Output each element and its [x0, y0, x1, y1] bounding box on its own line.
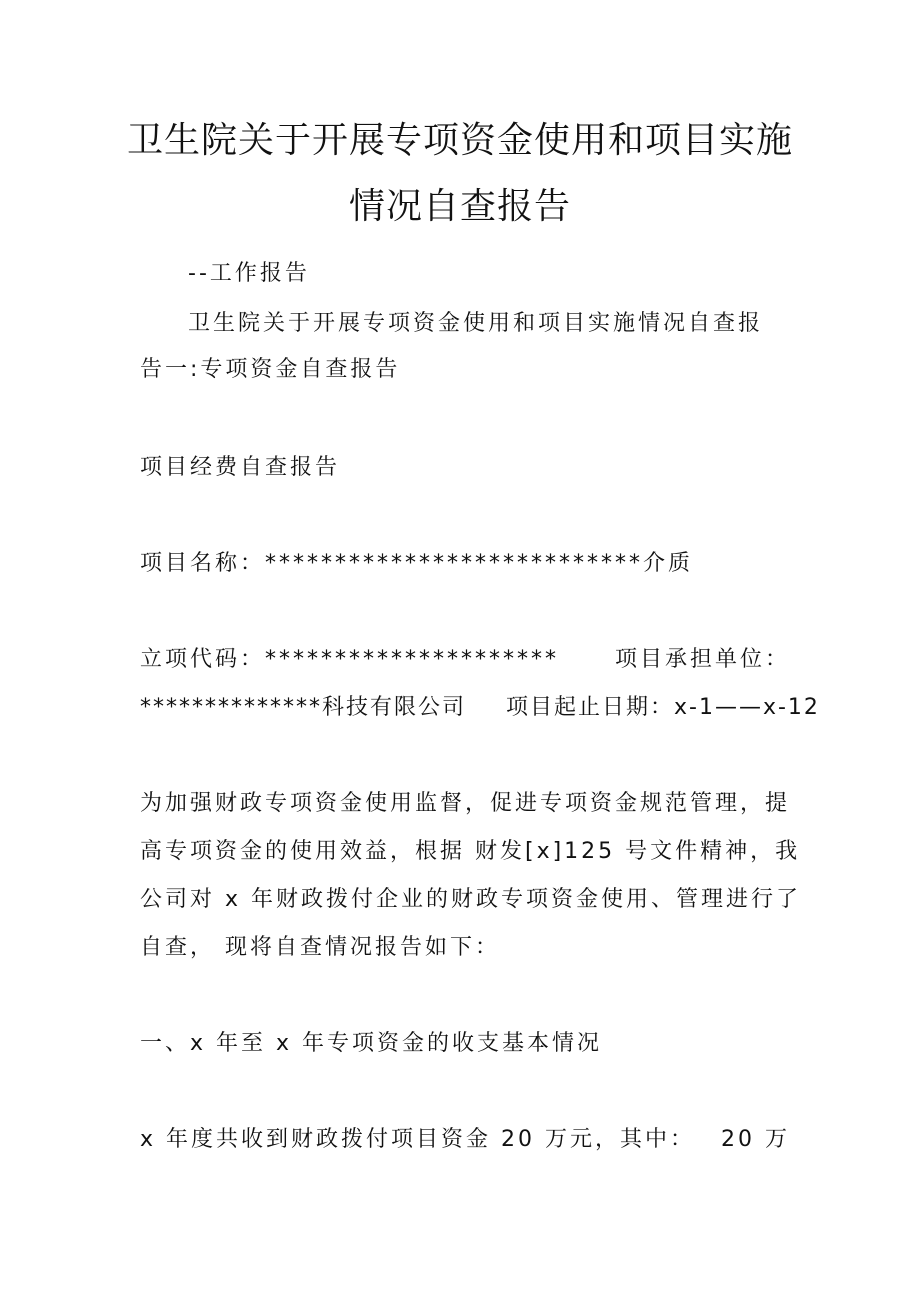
paragraph-2-right: 20 万 — [721, 1127, 790, 1152]
project-unit-value: **************科技有限公司 — [140, 695, 467, 720]
project-dates: 项目起止日期：x-1——x-12 — [506, 695, 820, 720]
intro-line-1: 卫生院关于开展专项资金使用和项目实施情况自查报 — [188, 311, 764, 336]
document-title-line-1: 卫生院关于开展专项资金使用和项目实施 — [126, 120, 793, 161]
project-code-line — [140, 642, 790, 673]
project-unit-label: 项目承担单位： — [614, 647, 790, 672]
document-subtitle: --工作报告 — [188, 261, 310, 286]
paragraph-1-line-3: 公司对 x 年财政拨付企业的财政专项资金使用、管理进行了 — [140, 887, 802, 912]
paragraph-1-line-2: 高专项资金的使用效益，根据 财发[x]125 号文件精神，我 — [140, 839, 801, 864]
heading-project-fee: 项目经费自查报告 — [140, 455, 341, 480]
project-code: 立项代码：********************* — [140, 647, 560, 672]
section-1-heading: 一、x 年至 x 年专项资金的收支基本情况 — [140, 1031, 603, 1056]
paragraph-2-line-1 — [140, 1122, 790, 1153]
paragraph-1-line-1: 为加强财政专项资金使用监督，促进专项资金规范管理，提 — [140, 791, 791, 816]
document-title-line-2: 情况自查报告 — [348, 186, 571, 227]
intro-line-2: 告一:专项资金自查报告 — [140, 357, 401, 382]
project-name-line: 项目名称：***************************介质 — [140, 551, 694, 576]
project-unit-line — [140, 690, 820, 721]
paragraph-2-left: x 年度共收到财政拨付项目资金 20 万元，其中： — [140, 1127, 695, 1152]
paragraph-1-line-4: 自查， 现将自查情况报告如下： — [140, 935, 500, 960]
